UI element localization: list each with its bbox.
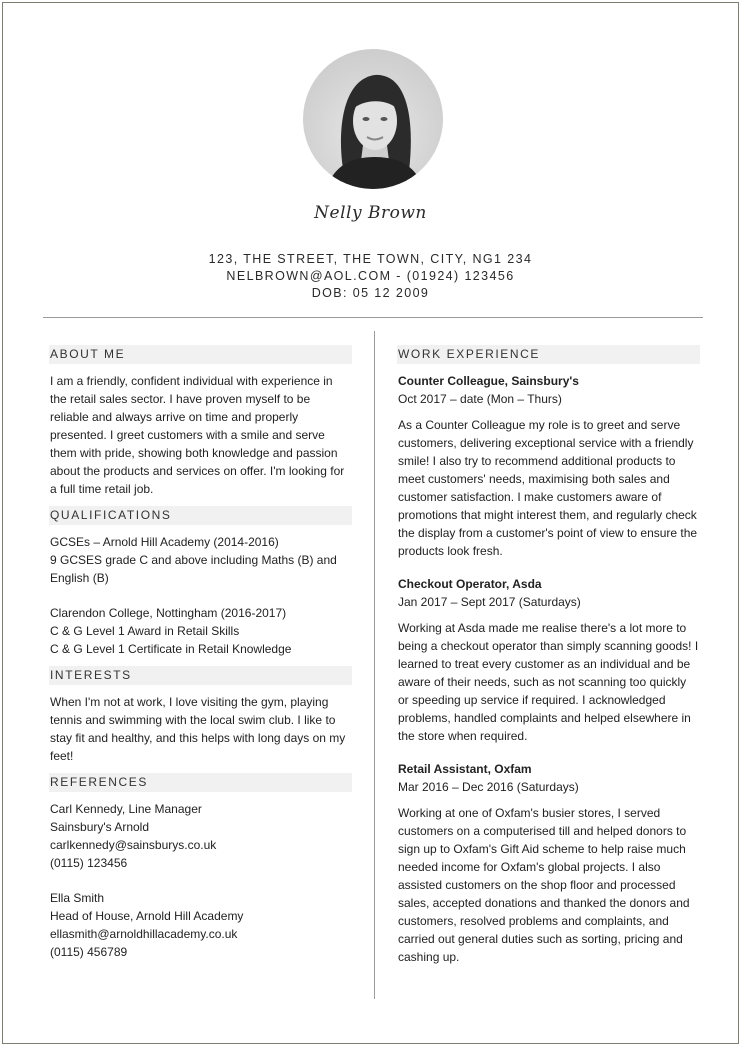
right-column bbox=[398, 345, 700, 966]
job-title: Retail Assistant, Oxfam bbox=[398, 762, 532, 776]
reference-phone: (0115) 456789 bbox=[50, 945, 128, 959]
job-dates: Mar 2016 – Dec 2016 (Saturdays) bbox=[398, 780, 579, 794]
left-column bbox=[50, 345, 352, 961]
qualification-line: 9 GCSES grade C and above including Maths (B) and English (B) bbox=[50, 553, 337, 585]
work-heading: WORK EXPERIENCE bbox=[397, 345, 700, 364]
reference-line: Head of House, Arnold Hill Academy bbox=[50, 909, 244, 923]
signature: Nelly Brown bbox=[314, 203, 427, 223]
interests-heading: INTERESTS bbox=[49, 666, 352, 685]
contact-block bbox=[3, 251, 738, 302]
cv-page bbox=[2, 2, 739, 1044]
qualification-line: GCSEs – Arnold Hill Academy (2014-2016) bbox=[50, 535, 279, 549]
reference-1 bbox=[50, 800, 352, 872]
interests-text: When I'm not at work, I love visiting the gym, playing tennis and swimming with the local swim club. I like to stay fit and healthy, and this helps with long days on my feet! bbox=[50, 695, 346, 763]
job-description: As a Counter Colleague my role is to greet and serve customers, delivering exceptional service with a friendly smile! I also try to recommend additional products to meet customers' needs, maximising both sales and customer satisfaction. I make customers aware of promotions that might interest them, and regularly check the display from a customer's point of view to ensure the products look fresh. bbox=[398, 418, 698, 558]
date-of-birth: DOB: 05 12 2009 bbox=[311, 286, 430, 300]
about-text: I am a friendly, confident individual with experience in the retail sales sector. I have proven myself to be reliable and always arrive on time and properly presented. I greet customers with a smile and serve them with pride, showing both knowledge and passion about the products and services on offer. I'm looking for a full time retail job. bbox=[50, 374, 345, 496]
profile-photo bbox=[303, 49, 443, 189]
column-divider bbox=[374, 331, 375, 999]
job-entry bbox=[398, 372, 700, 560]
job-description: Working at one of Oxfam's busier stores, I served customers on a computerised till and helped donors to sign up to Oxfam's Gift Aid scheme to help raise much needed income for Oxfam's global projects. I also assisted customers on the shop floor and processed sales, accepted donations and thanked the donors and customers, resolved problems and complaints, and carried out general duties such as sorting, pricing and cashing up. bbox=[398, 806, 690, 964]
reference-line: Sainsbury's Arnold bbox=[50, 820, 150, 834]
address: 123, THE STREET, THE TOWN, CITY, NG1 234 bbox=[208, 252, 533, 266]
job-dates: Oct 2017 – date (Mon – Thurs) bbox=[398, 392, 562, 406]
references-heading: REFERENCES bbox=[49, 773, 352, 792]
about-heading: ABOUT ME bbox=[49, 345, 352, 364]
reference-email: carlkennedy@sainsburys.co.uk bbox=[50, 838, 217, 852]
reference-line: Ella Smith bbox=[50, 891, 105, 905]
job-title: Checkout Operator, Asda bbox=[398, 577, 542, 591]
qualification-line: C & G Level 1 Award in Retail Skills bbox=[50, 624, 240, 638]
qualifications-heading: QUALIFICATIONS bbox=[49, 506, 352, 525]
qualifications-block-1 bbox=[50, 533, 352, 587]
job-dates: Jan 2017 – Sept 2017 (Saturdays) bbox=[398, 595, 581, 609]
reference-phone: (0115) 123456 bbox=[50, 856, 128, 870]
qualification-line: Clarendon College, Nottingham (2016-2017) bbox=[50, 606, 287, 620]
job-entry bbox=[398, 760, 700, 966]
profile-photo-illustration bbox=[303, 49, 443, 189]
qualifications-block-2 bbox=[50, 604, 352, 658]
reference-line: Carl Kennedy, Line Manager bbox=[50, 802, 202, 816]
job-description: Working at Asda made me realise there's a lot more to being a checkout operator than simply scanning goods! I learned to treat every customer as an individual and be aware of their needs, such as not scanning too quickly or speeding up service if required. I acknowledged problems, handled complaints and helped elsewhere in the store when required. bbox=[398, 621, 699, 743]
reference-2 bbox=[50, 889, 352, 961]
email-phone: NELBROWN@AOL.COM - (01924) 123456 bbox=[226, 269, 515, 283]
header-divider bbox=[43, 317, 703, 318]
job-entry bbox=[398, 575, 700, 745]
qualification-line: C & G Level 1 Certificate in Retail Knowledge bbox=[50, 642, 292, 656]
job-title: Counter Colleague, Sainsbury's bbox=[398, 374, 579, 388]
reference-email: ellasmith@arnoldhillacademy.co.uk bbox=[50, 927, 238, 941]
